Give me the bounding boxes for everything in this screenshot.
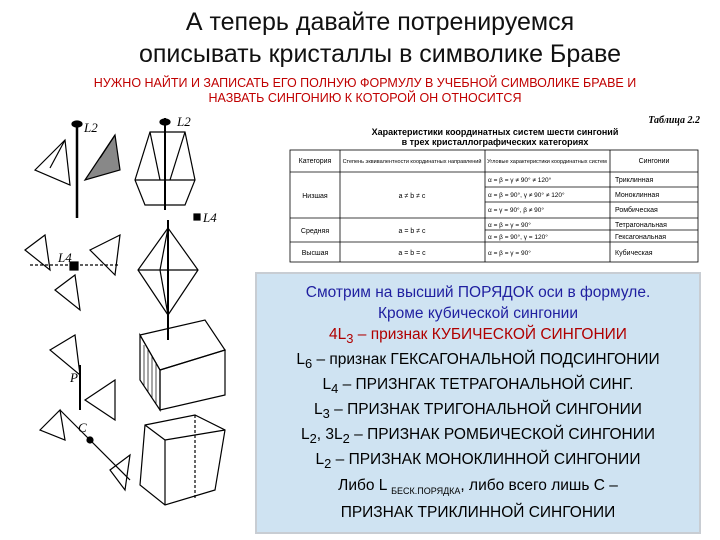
note-line-5: $L_4$ – ПРИЗНГАК ТЕТРАГОНАЛЬНОЙ СИНГ. — [322, 376, 634, 397]
th-angles: Угловые характеристики координатных систем — [487, 159, 607, 165]
angle-low-2: α = β = 90°, γ ≠ 90° ≠ 120° — [488, 192, 565, 199]
th-category: Категория — [298, 158, 332, 165]
equiv-mid: a = b ≠ c — [398, 228, 426, 235]
label-l4-a: L4 — [203, 210, 217, 225]
angle-mid-2: α = β = 90°, γ = 120° — [488, 234, 548, 241]
note-line-10: ПРИЗНАК ТРИКЛИННОЙ СИНГОНИИ — [340, 503, 616, 521]
subtitle-line-2: НАЗВАТЬ СИНГОНИЮ К КОТОРОЙ ОН ОТНОСИТСЯ — [208, 91, 522, 105]
sys-rhombic: Ромбическая — [615, 207, 658, 214]
note-line-1: Смотрим на высший ПОРЯДОК оси в формуле. — [305, 284, 651, 301]
subtitle-line-1: НУЖНО НАЙТИ И ЗАПИСАТЬ ЕГО ПОЛНУЮ ФОРМУЛУ В УЧЕБНОЙ СИМВОЛИКЕ БРАВЕ И — [93, 76, 637, 90]
table-heading-2: в трех кристаллографических категориях — [401, 137, 589, 147]
angle-low-3: α = γ = 90°, β ≠ 90° — [488, 207, 545, 214]
note-line-3: $4L_3$ – признак КУБИЧЕСКОЙ СИНГОНИИ — [329, 326, 627, 347]
label-l4-b: L4 — [58, 250, 72, 265]
note-line-9: Либо L $_{БЕСК.ПОРЯДКА}$, либо всего лишь С – — [338, 476, 618, 496]
angle-mid-1: α = β = γ = 90° — [488, 222, 531, 229]
equiv-high: a = b = c — [398, 250, 426, 257]
label-c: C — [78, 420, 87, 435]
cat-high: Высшая — [301, 250, 329, 257]
sys-tetragonal: Тетрагональная — [615, 222, 667, 229]
note-box — [255, 272, 701, 534]
slide-title — [60, 6, 700, 70]
table-caption: Таблица 2.2 — [648, 115, 700, 126]
crystal-symmetry-figure — [20, 110, 255, 535]
th-systems: Сингонии — [638, 158, 670, 165]
label-l2-a: L2 — [84, 120, 98, 135]
title-line-1: А теперь давайте потренируемся — [185, 8, 575, 36]
label-l2-b: L2 — [177, 114, 191, 129]
label-p: P — [70, 370, 78, 385]
sys-monoclinic: Моноклинная — [615, 192, 660, 199]
cat-mid: Средняя — [300, 228, 330, 235]
angle-low-1: α = β = γ ≠ 90° ≠ 120° — [488, 177, 552, 184]
sys-triclinic: Триклинная — [615, 177, 654, 184]
syngony-table — [285, 112, 705, 264]
note-line-4: $L_6$ – признак ГЕКСАГОНАЛЬНОЙ ПОДСИНГОНИИ — [296, 351, 660, 372]
sys-hexagonal: Гексагональная — [615, 234, 667, 241]
note-line-8: $L_2$ – ПРИЗНАК МОНОКЛИННОЙ СИНГОНИИ — [315, 451, 641, 472]
title-line-2: описывать кристаллы в символике Браве — [138, 40, 622, 68]
slide-subtitle — [40, 76, 690, 106]
cat-low: Низшая — [302, 193, 328, 200]
sys-cubic: Кубическая — [615, 250, 653, 257]
table-heading-1: Характеристики координатных систем шести сингоний — [371, 127, 619, 137]
note-line-7: $L_2$, $3L_2$ – ПРИЗНАК РОМБИЧЕСКОЙ СИНГОНИИ — [300, 426, 656, 447]
angle-high-1: α = β = γ = 90° — [488, 250, 531, 257]
note-line-2: Кроме кубической сингонии — [377, 305, 579, 322]
th-equiv: Степень эквивалентности координатных направлений — [342, 159, 482, 165]
equiv-low: a ≠ b ≠ c — [398, 193, 426, 200]
note-line-6: $L_3$ – ПРИЗНАК ТРИГОНАЛЬНОЙ СИНГОНИИ — [314, 401, 642, 422]
